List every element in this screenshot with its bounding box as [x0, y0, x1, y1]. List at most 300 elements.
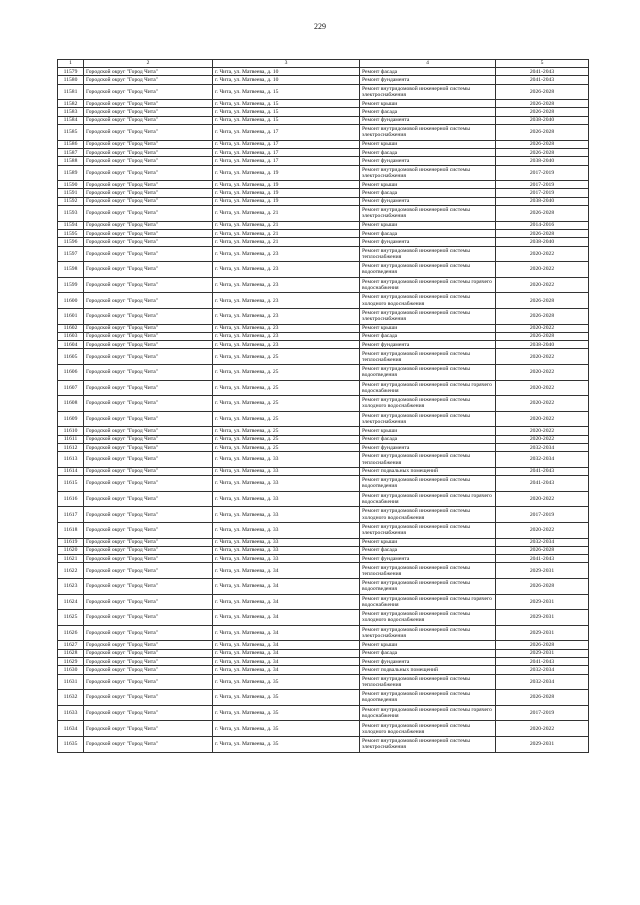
row-number-cell: 11603	[58, 332, 84, 340]
municipality-cell: Городской округ "Город Чита"	[84, 364, 213, 380]
address-cell: г. Чита, ул. Матвеева, д. 35	[213, 721, 360, 737]
address-cell: г. Чита, ул. Матвеева, д. 25	[213, 380, 360, 396]
municipality-cell: Городской округ "Город Чита"	[84, 206, 213, 222]
period-cell: 2041-2043	[496, 657, 589, 665]
municipality-cell: Городской округ "Город Чита"	[84, 181, 213, 189]
row-number-cell: 11622	[58, 563, 84, 579]
work-type-cell: Ремонт фасада	[360, 68, 496, 76]
table-row	[58, 293, 589, 309]
work-type-cell: Ремонт внутридомовой инженерной системы теплоснабжения	[360, 674, 496, 690]
municipality-cell: Городской округ "Город Чита"	[84, 546, 213, 554]
period-cell: 2020-2022	[496, 411, 589, 427]
period-cell: 2029-2031	[496, 625, 589, 641]
row-number-cell: 11608	[58, 396, 84, 412]
work-type-cell: Ремонт подвальных помещений	[360, 666, 496, 674]
period-cell: 2041-2043	[496, 555, 589, 563]
row-number-cell: 11599	[58, 277, 84, 293]
address-cell: г. Чита, ул. Матвеева, д. 33	[213, 452, 360, 468]
address-cell: г. Чита, ул. Матвеева, д. 21	[213, 238, 360, 246]
row-number-cell: 11596	[58, 238, 84, 246]
period-cell: 2026-2028	[496, 140, 589, 148]
address-cell: г. Чита, ул. Матвеева, д. 23	[213, 332, 360, 340]
period-cell: 2032-2034	[496, 674, 589, 690]
table-row	[58, 84, 589, 100]
work-type-cell: Ремонт внутридомовой инженерной системы холодного водоснабжения	[360, 721, 496, 737]
work-type-cell: Ремонт фасада	[360, 332, 496, 340]
municipality-cell: Городской округ "Город Чита"	[84, 84, 213, 100]
period-cell: 2014-2016	[496, 221, 589, 229]
address-cell: г. Чита, ул. Матвеева, д. 34	[213, 563, 360, 579]
row-number-cell: 11614	[58, 467, 84, 475]
table-header-row	[58, 60, 589, 68]
row-number-cell: 11590	[58, 181, 84, 189]
page-number: 229	[314, 22, 326, 31]
work-type-cell: Ремонт фундамента	[360, 116, 496, 124]
row-number-cell: 11623	[58, 579, 84, 595]
municipality-cell: Городской округ "Город Чита"	[84, 262, 213, 278]
address-cell: г. Чита, ул. Матвеева, д. 35	[213, 705, 360, 721]
period-cell: 2026-2028	[496, 332, 589, 340]
row-number-cell: 11621	[58, 555, 84, 563]
address-cell: г. Чита, ул. Матвеева, д. 35	[213, 690, 360, 706]
address-cell: г. Чита, ул. Матвеева, д. 10	[213, 68, 360, 76]
municipality-cell: Городской округ "Город Чита"	[84, 674, 213, 690]
work-type-cell: Ремонт внутридомовой инженерной системы горячего водоснабжения	[360, 594, 496, 610]
municipality-cell: Городской округ "Город Чита"	[84, 108, 213, 116]
period-cell: 2029-2031	[496, 649, 589, 657]
address-cell: г. Чита, ул. Матвеева, д. 33	[213, 467, 360, 475]
municipality-cell: Городской округ "Город Чита"	[84, 736, 213, 752]
address-cell: г. Чита, ул. Матвеева, д. 15	[213, 108, 360, 116]
address-cell: г. Чита, ул. Матвеева, д. 33	[213, 507, 360, 523]
table-row	[58, 157, 589, 165]
row-number-cell: 11627	[58, 641, 84, 649]
period-cell: 2029-2031	[496, 610, 589, 626]
work-type-cell: Ремонт внутридомовой инженерной системы теплоснабжения	[360, 349, 496, 365]
table-row	[58, 332, 589, 340]
row-number-cell: 11618	[58, 522, 84, 538]
work-type-cell: Ремонт внутридомовой инженерной системы водоотведения	[360, 690, 496, 706]
period-cell: 2020-2022	[496, 435, 589, 443]
row-number-cell: 11605	[58, 349, 84, 365]
period-cell: 2029-2031	[496, 736, 589, 752]
table-row	[58, 189, 589, 197]
period-cell: 2017-2019	[496, 181, 589, 189]
row-number-cell: 11620	[58, 546, 84, 554]
period-cell: 2020-2022	[496, 427, 589, 435]
work-type-cell: Ремонт внутридомовой инженерной системы холодного водоснабжения	[360, 396, 496, 412]
table-row	[58, 396, 589, 412]
row-number-cell: 11612	[58, 443, 84, 451]
table-row	[58, 721, 589, 737]
work-type-cell: Ремонт внутридомовой инженерной системы водоотведения	[360, 476, 496, 492]
table-row	[58, 563, 589, 579]
work-type-cell: Ремонт фундамента	[360, 197, 496, 205]
address-cell: г. Чита, ул. Матвеева, д. 34	[213, 641, 360, 649]
work-type-cell: Ремонт внутридомовой инженерной системы горячего водоснабжения	[360, 491, 496, 507]
municipality-cell: Городской округ "Город Чита"	[84, 522, 213, 538]
address-cell: г. Чита, ул. Матвеева, д. 35	[213, 674, 360, 690]
row-number-cell: 11586	[58, 140, 84, 148]
period-cell: 2026-2028	[496, 690, 589, 706]
column-header: 5	[496, 60, 589, 68]
work-type-cell: Ремонт крыши	[360, 181, 496, 189]
table-row	[58, 443, 589, 451]
period-cell: 2017-2019	[496, 705, 589, 721]
row-number-cell: 11619	[58, 538, 84, 546]
municipality-cell: Городской округ "Город Чита"	[84, 341, 213, 349]
address-cell: г. Чита, ул. Матвеева, д. 25	[213, 349, 360, 365]
column-header: 4	[360, 60, 496, 68]
municipality-cell: Городской округ "Город Чита"	[84, 705, 213, 721]
period-cell: 2026-2028	[496, 579, 589, 595]
table-row	[58, 349, 589, 365]
table-row	[58, 674, 589, 690]
row-number-cell: 11613	[58, 452, 84, 468]
municipality-cell: Городской округ "Город Чита"	[84, 157, 213, 165]
municipality-cell: Городской округ "Город Чита"	[84, 467, 213, 475]
address-cell: г. Чита, ул. Матвеева, д. 35	[213, 736, 360, 752]
table-row	[58, 380, 589, 396]
municipality-cell: Городской округ "Город Чита"	[84, 324, 213, 332]
table-row	[58, 657, 589, 665]
work-type-cell: Ремонт фасада	[360, 546, 496, 554]
municipality-cell: Городской округ "Город Чита"	[84, 68, 213, 76]
work-type-cell: Ремонт крыши	[360, 140, 496, 148]
municipality-cell: Городской округ "Город Чита"	[84, 579, 213, 595]
work-type-cell: Ремонт крыши	[360, 100, 496, 108]
work-type-cell: Ремонт фундамента	[360, 157, 496, 165]
column-header: 3	[213, 60, 360, 68]
work-type-cell: Ремонт фундамента	[360, 76, 496, 84]
row-number-cell: 11610	[58, 427, 84, 435]
municipality-cell: Городской округ "Город Чита"	[84, 649, 213, 657]
address-cell: г. Чита, ул. Матвеева, д. 19	[213, 197, 360, 205]
address-cell: г. Чита, ул. Матвеева, д. 17	[213, 140, 360, 148]
row-number-cell: 11592	[58, 197, 84, 205]
row-number-cell: 11606	[58, 364, 84, 380]
table-row	[58, 522, 589, 538]
period-cell: 2020-2022	[496, 522, 589, 538]
work-type-cell: Ремонт фундамента	[360, 555, 496, 563]
work-type-cell: Ремонт внутридомовой инженерной системы холодного водоснабжения	[360, 610, 496, 626]
work-type-cell: Ремонт внутридомовой инженерной системы холодного водоснабжения	[360, 507, 496, 523]
table-row	[58, 181, 589, 189]
period-cell: 2026-2028	[496, 108, 589, 116]
table-row	[58, 76, 589, 84]
work-schedule-table	[57, 59, 589, 753]
address-cell: г. Чита, ул. Матвеева, д. 34	[213, 610, 360, 626]
municipality-cell: Городской округ "Город Чита"	[84, 221, 213, 229]
period-cell: 2020-2022	[496, 491, 589, 507]
row-number-cell: 11598	[58, 262, 84, 278]
row-number-cell: 11587	[58, 148, 84, 156]
address-cell: г. Чита, ул. Матвеева, д. 25	[213, 411, 360, 427]
municipality-cell: Городской округ "Город Чита"	[84, 380, 213, 396]
municipality-cell: Городской округ "Город Чита"	[84, 657, 213, 665]
row-number-cell: 11600	[58, 293, 84, 309]
address-cell: г. Чита, ул. Матвеева, д. 21	[213, 221, 360, 229]
period-cell: 2026-2028	[496, 308, 589, 324]
table-body	[58, 68, 589, 753]
address-cell: г. Чита, ул. Матвеева, д. 17	[213, 157, 360, 165]
municipality-cell: Городской округ "Город Чита"	[84, 197, 213, 205]
address-cell: г. Чита, ул. Матвеева, д. 25	[213, 443, 360, 451]
work-type-cell: Ремонт внутридомовой инженерной системы электроснабжения	[360, 411, 496, 427]
table-row	[58, 68, 589, 76]
work-type-cell: Ремонт крыши	[360, 641, 496, 649]
work-type-cell: Ремонт внутридомовой инженерной системы холодного водоснабжения	[360, 293, 496, 309]
row-number-cell: 11616	[58, 491, 84, 507]
address-cell: г. Чита, ул. Матвеева, д. 34	[213, 649, 360, 657]
work-type-cell: Ремонт крыши	[360, 427, 496, 435]
address-cell: г. Чита, ул. Матвеева, д. 19	[213, 165, 360, 181]
work-type-cell: Ремонт фундамента	[360, 657, 496, 665]
work-type-cell: Ремонт внутридомовой инженерной системы водоотведения	[360, 262, 496, 278]
period-cell: 2026-2028	[496, 641, 589, 649]
period-cell: 2020-2022	[496, 396, 589, 412]
table-row	[58, 246, 589, 262]
row-number-cell: 11633	[58, 705, 84, 721]
row-number-cell: 11634	[58, 721, 84, 737]
table-row	[58, 705, 589, 721]
municipality-cell: Городской округ "Город Чита"	[84, 690, 213, 706]
municipality-cell: Городской округ "Город Чита"	[84, 396, 213, 412]
period-cell: 2029-2031	[496, 594, 589, 610]
period-cell: 2020-2022	[496, 380, 589, 396]
table-row	[58, 452, 589, 468]
address-cell: г. Чита, ул. Матвеева, д. 25	[213, 435, 360, 443]
work-type-cell: Ремонт внутридомовой инженерной системы теплоснабжения	[360, 452, 496, 468]
work-type-cell: Ремонт фасада	[360, 435, 496, 443]
table-row	[58, 555, 589, 563]
municipality-cell: Городской округ "Город Чита"	[84, 641, 213, 649]
period-cell: 2020-2022	[496, 721, 589, 737]
table-row	[58, 206, 589, 222]
row-number-cell: 11579	[58, 68, 84, 76]
period-cell: 2026-2028	[496, 148, 589, 156]
period-cell: 2017-2019	[496, 507, 589, 523]
table-row	[58, 238, 589, 246]
address-cell: г. Чита, ул. Матвеева, д. 33	[213, 538, 360, 546]
municipality-cell: Городской округ "Город Чита"	[84, 555, 213, 563]
address-cell: г. Чита, ул. Матвеева, д. 23	[213, 277, 360, 293]
address-cell: г. Чита, ул. Матвеева, д. 15	[213, 84, 360, 100]
table-row	[58, 411, 589, 427]
municipality-cell: Городской округ "Город Чита"	[84, 246, 213, 262]
row-number-cell: 11611	[58, 435, 84, 443]
work-type-cell: Ремонт фасада	[360, 649, 496, 657]
period-cell: 2026-2028	[496, 229, 589, 237]
column-header: 2	[84, 60, 213, 68]
period-cell: 2032-2034	[496, 666, 589, 674]
row-number-cell: 11635	[58, 736, 84, 752]
row-number-cell: 11585	[58, 125, 84, 141]
municipality-cell: Городской округ "Город Чита"	[84, 594, 213, 610]
municipality-cell: Городской округ "Город Чита"	[84, 308, 213, 324]
municipality-cell: Городской округ "Город Чита"	[84, 427, 213, 435]
work-type-cell: Ремонт крыши	[360, 324, 496, 332]
row-number-cell: 11609	[58, 411, 84, 427]
table-row	[58, 610, 589, 626]
address-cell: г. Чита, ул. Матвеева, д. 33	[213, 476, 360, 492]
period-cell: 2032-2034	[496, 452, 589, 468]
address-cell: г. Чита, ул. Матвеева, д. 19	[213, 181, 360, 189]
table-row	[58, 116, 589, 124]
table-row	[58, 467, 589, 475]
period-cell: 2032-2034	[496, 443, 589, 451]
municipality-cell: Городской округ "Город Чита"	[84, 293, 213, 309]
table-row	[58, 148, 589, 156]
table-row	[58, 579, 589, 595]
table-row	[58, 435, 589, 443]
address-cell: г. Чита, ул. Матвеева, д. 33	[213, 555, 360, 563]
work-type-cell: Ремонт фундамента	[360, 443, 496, 451]
address-cell: г. Чита, ул. Матвеева, д. 25	[213, 396, 360, 412]
period-cell: 2026-2028	[496, 293, 589, 309]
municipality-cell: Городской округ "Город Чита"	[84, 476, 213, 492]
period-cell: 2038-2040	[496, 157, 589, 165]
address-cell: г. Чита, ул. Матвеева, д. 34	[213, 657, 360, 665]
table-row	[58, 427, 589, 435]
work-type-cell: Ремонт фундамента	[360, 238, 496, 246]
address-cell: г. Чита, ул. Матвеева, д. 23	[213, 341, 360, 349]
municipality-cell: Городской округ "Город Чита"	[84, 189, 213, 197]
row-number-cell: 11582	[58, 100, 84, 108]
municipality-cell: Городской округ "Город Чита"	[84, 229, 213, 237]
address-cell: г. Чита, ул. Матвеева, д. 21	[213, 206, 360, 222]
period-cell: 2041-2043	[496, 467, 589, 475]
work-type-cell: Ремонт внутридомовой инженерной системы теплоснабжения	[360, 246, 496, 262]
address-cell: г. Чита, ул. Матвеева, д. 33	[213, 491, 360, 507]
table-row	[58, 546, 589, 554]
table-row	[58, 229, 589, 237]
period-cell: 2026-2028	[496, 84, 589, 100]
table-row	[58, 262, 589, 278]
work-type-cell: Ремонт внутридомовой инженерной системы теплоснабжения	[360, 563, 496, 579]
work-type-cell: Ремонт фасада	[360, 189, 496, 197]
address-cell: г. Чита, ул. Матвеева, д. 23	[213, 324, 360, 332]
row-number-cell: 11626	[58, 625, 84, 641]
work-type-cell: Ремонт крыши	[360, 221, 496, 229]
period-cell: 2020-2022	[496, 262, 589, 278]
column-header: 1	[58, 60, 84, 68]
period-cell: 2038-2040	[496, 238, 589, 246]
period-cell: 2020-2022	[496, 277, 589, 293]
row-number-cell: 11581	[58, 84, 84, 100]
row-number-cell: 11601	[58, 308, 84, 324]
table-row	[58, 594, 589, 610]
period-cell: 2020-2022	[496, 246, 589, 262]
municipality-cell: Городской округ "Город Чита"	[84, 491, 213, 507]
municipality-cell: Городской округ "Город Чита"	[84, 238, 213, 246]
work-type-cell: Ремонт подвальных помещений	[360, 467, 496, 475]
municipality-cell: Городской округ "Город Чита"	[84, 165, 213, 181]
work-type-cell: Ремонт фасада	[360, 108, 496, 116]
municipality-cell: Городской округ "Город Чита"	[84, 76, 213, 84]
municipality-cell: Городской округ "Город Чита"	[84, 411, 213, 427]
municipality-cell: Городской округ "Город Чита"	[84, 443, 213, 451]
period-cell: 2038-2040	[496, 197, 589, 205]
municipality-cell: Городской округ "Город Чита"	[84, 721, 213, 737]
row-number-cell: 11624	[58, 594, 84, 610]
municipality-cell: Городской округ "Город Чита"	[84, 435, 213, 443]
municipality-cell: Городской округ "Город Чита"	[84, 349, 213, 365]
address-cell: г. Чита, ул. Матвеева, д. 15	[213, 100, 360, 108]
table-row	[58, 364, 589, 380]
table-row	[58, 666, 589, 674]
period-cell: 2026-2028	[496, 125, 589, 141]
work-type-cell: Ремонт внутридомовой инженерной системы электроснабжения	[360, 206, 496, 222]
address-cell: г. Чита, ул. Матвеева, д. 34	[213, 666, 360, 674]
work-type-cell: Ремонт крыши	[360, 538, 496, 546]
table-row	[58, 507, 589, 523]
work-type-cell: Ремонт внутридомовой инженерной системы электроснабжения	[360, 625, 496, 641]
row-number-cell: 11629	[58, 657, 84, 665]
row-number-cell: 11628	[58, 649, 84, 657]
row-number-cell: 11593	[58, 206, 84, 222]
period-cell: 2032-2034	[496, 538, 589, 546]
address-cell: г. Чита, ул. Матвеева, д. 25	[213, 364, 360, 380]
period-cell: 2020-2022	[496, 349, 589, 365]
period-cell: 2026-2028	[496, 100, 589, 108]
period-cell: 2020-2022	[496, 324, 589, 332]
row-number-cell: 11594	[58, 221, 84, 229]
period-cell: 2041-2043	[496, 68, 589, 76]
municipality-cell: Городской округ "Город Чита"	[84, 125, 213, 141]
work-type-cell: Ремонт фасада	[360, 148, 496, 156]
table-row	[58, 690, 589, 706]
table-row	[58, 649, 589, 657]
address-cell: г. Чита, ул. Матвеева, д. 17	[213, 148, 360, 156]
work-type-cell: Ремонт внутридомовой инженерной системы горячего водоснабжения	[360, 705, 496, 721]
address-cell: г. Чита, ул. Матвеева, д. 15	[213, 116, 360, 124]
address-cell: г. Чита, ул. Матвеева, д. 34	[213, 594, 360, 610]
address-cell: г. Чита, ул. Матвеева, д. 23	[213, 262, 360, 278]
row-number-cell: 11588	[58, 157, 84, 165]
table-row	[58, 324, 589, 332]
municipality-cell: Городской округ "Город Чита"	[84, 452, 213, 468]
municipality-cell: Городской округ "Город Чита"	[84, 610, 213, 626]
municipality-cell: Городской округ "Город Чита"	[84, 332, 213, 340]
row-number-cell: 11597	[58, 246, 84, 262]
row-number-cell: 11615	[58, 476, 84, 492]
row-number-cell: 11584	[58, 116, 84, 124]
row-number-cell: 11607	[58, 380, 84, 396]
row-number-cell: 11625	[58, 610, 84, 626]
period-cell: 2041-2043	[496, 476, 589, 492]
table-row	[58, 140, 589, 148]
table-row	[58, 736, 589, 752]
period-cell: 2020-2022	[496, 364, 589, 380]
table-row	[58, 100, 589, 108]
address-cell: г. Чита, ул. Матвеева, д. 33	[213, 522, 360, 538]
address-cell: г. Чита, ул. Матвеева, д. 23	[213, 246, 360, 262]
table-row	[58, 476, 589, 492]
period-cell: 2041-2043	[496, 76, 589, 84]
row-number-cell: 11591	[58, 189, 84, 197]
municipality-cell: Городской округ "Город Чита"	[84, 148, 213, 156]
municipality-cell: Городской округ "Город Чита"	[84, 666, 213, 674]
table-row	[58, 165, 589, 181]
work-type-cell: Ремонт внутридомовой инженерной системы горячего водоснабжения	[360, 277, 496, 293]
row-number-cell: 11630	[58, 666, 84, 674]
row-number-cell: 11604	[58, 341, 84, 349]
row-number-cell: 11595	[58, 229, 84, 237]
address-cell: г. Чита, ул. Матвеева, д. 34	[213, 625, 360, 641]
address-cell: г. Чита, ул. Матвеева, д. 23	[213, 308, 360, 324]
row-number-cell: 11631	[58, 674, 84, 690]
